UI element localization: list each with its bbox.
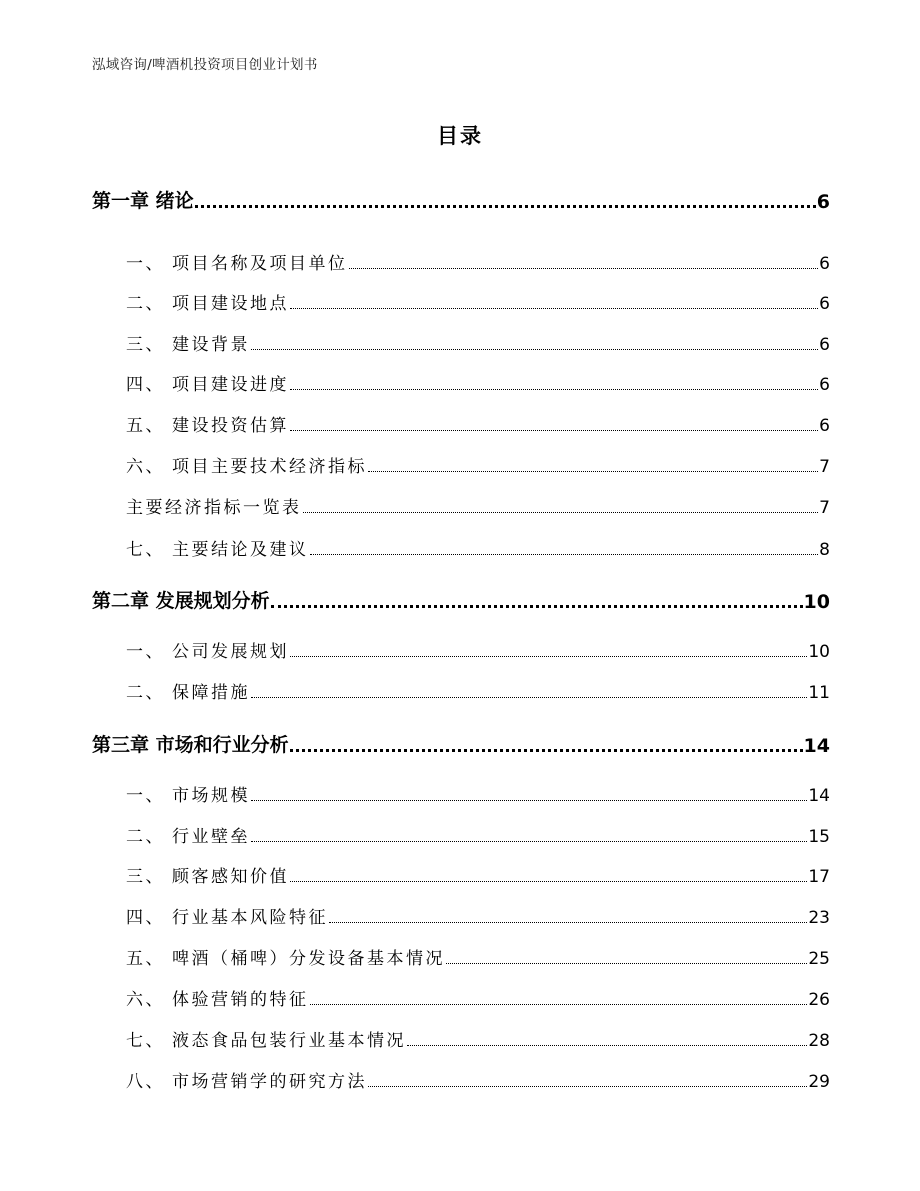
toc-section-entry[interactable] bbox=[126, 411, 830, 436]
toc-section-entry[interactable] bbox=[126, 452, 830, 477]
toc-section-entry[interactable] bbox=[126, 862, 830, 887]
toc-entry-label bbox=[126, 637, 289, 662]
toc-entry-text: 项目建设地点 bbox=[172, 294, 289, 314]
toc-page-number: 10 bbox=[803, 591, 830, 613]
toc-page-number: 14 bbox=[803, 735, 830, 757]
toc-entry-label bbox=[126, 903, 328, 928]
toc-dot-leader bbox=[310, 553, 819, 555]
toc-dot-leader bbox=[349, 267, 819, 269]
toc-page-number: 7 bbox=[819, 498, 830, 518]
toc-dot-leader bbox=[368, 1085, 807, 1087]
toc-dot-leader bbox=[329, 921, 807, 923]
toc-entry-label bbox=[126, 249, 348, 274]
toc-entry-number: 二、 bbox=[126, 827, 165, 847]
toc-dot-leader bbox=[251, 799, 807, 801]
toc-entry-text: 第一章 绪论 bbox=[92, 190, 194, 212]
toc-section-entry[interactable] bbox=[126, 249, 830, 274]
toc-section-entry[interactable] bbox=[126, 637, 830, 662]
toc-entry-label bbox=[126, 493, 302, 518]
toc-section-entry[interactable] bbox=[126, 330, 830, 355]
toc-section-entry[interactable] bbox=[126, 944, 830, 969]
toc-entry-text: 保障措施 bbox=[172, 683, 250, 703]
toc-dot-leader bbox=[271, 604, 803, 608]
toc-page-number: 6 bbox=[819, 375, 830, 395]
toc-entry-label bbox=[126, 411, 289, 436]
toc-dot-leader bbox=[290, 429, 818, 431]
toc-entry-text: 体验营销的特征 bbox=[172, 990, 309, 1010]
toc-entry-label bbox=[126, 822, 250, 847]
toc-entry-number: 二、 bbox=[126, 683, 165, 703]
toc-page-number: 6 bbox=[819, 294, 830, 314]
toc-page-number: 6 bbox=[819, 335, 830, 355]
toc-page-number: 11 bbox=[808, 683, 830, 703]
toc-entry-number: 四、 bbox=[126, 908, 165, 928]
toc-entry-number: 三、 bbox=[126, 335, 165, 355]
toc-page-number: 25 bbox=[808, 949, 830, 969]
toc-dot-leader bbox=[251, 696, 807, 698]
toc-section-entry[interactable] bbox=[126, 1026, 830, 1051]
toc-entry-text: 市场营销学的研究方法 bbox=[172, 1072, 367, 1092]
toc-page-number: 6 bbox=[819, 254, 830, 274]
toc-entry-text: 主要经济指标一览表 bbox=[126, 498, 302, 518]
toc-entry-text: 建设投资估算 bbox=[172, 416, 289, 436]
toc-chapter-entry[interactable] bbox=[92, 586, 830, 613]
toc-section-entry[interactable] bbox=[126, 535, 830, 560]
toc-dot-leader bbox=[310, 1003, 808, 1005]
toc-entry-number: 六、 bbox=[126, 990, 165, 1010]
toc-entry-number: 七、 bbox=[126, 540, 165, 560]
toc-entry-text: 项目名称及项目单位 bbox=[172, 254, 348, 274]
toc-page-number: 7 bbox=[819, 457, 830, 477]
toc-entry-label bbox=[92, 730, 289, 757]
toc-entry-text: 顾客感知价值 bbox=[172, 867, 289, 887]
toc-chapter-entry[interactable] bbox=[92, 730, 830, 757]
toc-entry-number: 四、 bbox=[126, 375, 165, 395]
toc-page-number: 10 bbox=[808, 642, 830, 662]
toc-page-number: 17 bbox=[808, 867, 830, 887]
toc-page-number: 14 bbox=[808, 786, 830, 806]
toc-section-entry[interactable] bbox=[126, 822, 830, 847]
toc-page-number: 26 bbox=[808, 990, 830, 1010]
toc-entry-text: 公司发展规划 bbox=[172, 642, 289, 662]
toc-section-entry[interactable] bbox=[126, 493, 830, 518]
toc-entry-text: 项目建设进度 bbox=[172, 375, 289, 395]
toc-entry-text: 主要结论及建议 bbox=[172, 540, 309, 560]
toc-entry-label bbox=[126, 678, 250, 703]
toc-entry-label bbox=[126, 370, 289, 395]
toc-entry-label bbox=[126, 985, 309, 1010]
toc-entry-text: 行业壁垒 bbox=[172, 827, 250, 847]
toc-entry-label bbox=[92, 186, 194, 213]
toc-dot-leader bbox=[290, 748, 803, 752]
toc-entry-label bbox=[126, 452, 367, 477]
toc-entry-text: 建设背景 bbox=[172, 335, 250, 355]
toc-section-entry[interactable] bbox=[126, 781, 830, 806]
toc-chapter-entry[interactable] bbox=[92, 186, 830, 213]
toc-entry-label bbox=[126, 289, 289, 314]
toc-entry-label bbox=[92, 586, 270, 613]
toc-entry-text: 第三章 市场和行业分析 bbox=[92, 734, 289, 756]
running-header: 泓域咨询/啤酒机投资项目创业计划书 bbox=[92, 57, 318, 73]
toc-dot-leader bbox=[251, 348, 818, 350]
toc-section-entry[interactable] bbox=[126, 370, 830, 395]
toc-page-number: 8 bbox=[819, 540, 830, 560]
toc-entry-text: 行业基本风险特征 bbox=[172, 908, 328, 928]
toc-entry-number: 五、 bbox=[126, 416, 165, 436]
toc-entry-number: 三、 bbox=[126, 867, 165, 887]
toc-entry-number: 一、 bbox=[126, 786, 165, 806]
toc-entry-number: 八、 bbox=[126, 1072, 165, 1092]
toc-page-number: 23 bbox=[808, 908, 830, 928]
toc-dot-leader bbox=[446, 962, 807, 964]
toc-entry-number: 七、 bbox=[126, 1031, 165, 1051]
toc-dot-leader bbox=[368, 470, 818, 472]
toc-dot-leader bbox=[290, 307, 818, 309]
toc-page-number: 6 bbox=[819, 416, 830, 436]
toc-dot-leader bbox=[251, 840, 807, 842]
toc-entry-number: 二、 bbox=[126, 294, 165, 314]
toc-page-number: 15 bbox=[808, 827, 830, 847]
toc-entry-text: 市场规模 bbox=[172, 786, 250, 806]
toc-dot-leader bbox=[195, 204, 816, 208]
toc-page-number: 29 bbox=[808, 1072, 830, 1092]
toc-entry-text: 啤酒（桶啤）分发设备基本情况 bbox=[172, 949, 445, 969]
toc-entry-label bbox=[126, 1067, 367, 1092]
toc-entry-label bbox=[126, 781, 250, 806]
toc-entry-text: 液态食品包装行业基本情况 bbox=[172, 1031, 406, 1051]
toc-entry-label bbox=[126, 330, 250, 355]
toc-entry-number: 一、 bbox=[126, 642, 165, 662]
toc-page-number: 6 bbox=[816, 191, 830, 213]
toc-entry-text: 第二章 发展规划分析 bbox=[92, 590, 270, 612]
toc-section-entry[interactable] bbox=[126, 1067, 830, 1092]
toc-section-entry[interactable] bbox=[126, 678, 830, 703]
toc-dot-leader bbox=[407, 1044, 807, 1046]
toc-dot-leader bbox=[290, 655, 807, 657]
toc-dot-leader bbox=[290, 388, 818, 390]
toc-page-number: 28 bbox=[808, 1031, 830, 1051]
toc-entry-text: 项目主要技术经济指标 bbox=[172, 457, 367, 477]
toc-entry-label bbox=[126, 944, 445, 969]
toc-dot-leader bbox=[303, 511, 819, 513]
toc-entry-number: 五、 bbox=[126, 949, 165, 969]
toc-entry-number: 一、 bbox=[126, 254, 165, 274]
toc-section-entry[interactable] bbox=[126, 289, 830, 314]
page-title: 目录 bbox=[437, 124, 483, 148]
toc-section-entry[interactable] bbox=[126, 985, 830, 1010]
toc-dot-leader bbox=[290, 880, 807, 882]
toc-entry-label bbox=[126, 862, 289, 887]
toc-entry-number: 六、 bbox=[126, 457, 165, 477]
toc-section-entry[interactable] bbox=[126, 903, 830, 928]
toc-entry-label bbox=[126, 1026, 406, 1051]
toc-entry-label bbox=[126, 535, 309, 560]
